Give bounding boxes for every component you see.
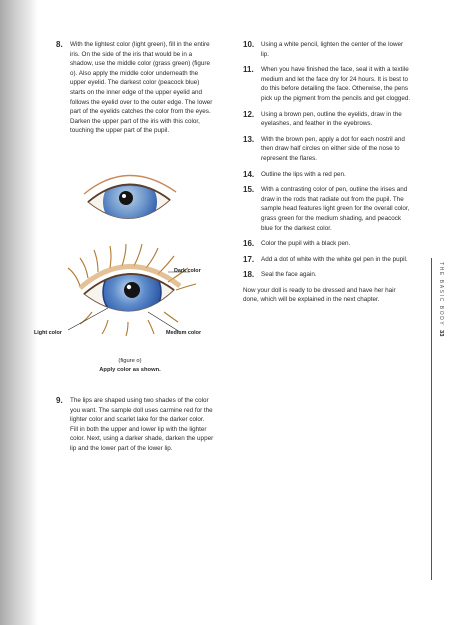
step-number: 15.	[243, 185, 255, 195]
eye-illustrations	[40, 162, 220, 357]
label-dark-color: Dark color	[174, 268, 201, 274]
step-number: 10.	[243, 40, 255, 49]
step-10	[243, 40, 411, 59]
step-number: 12.	[243, 109, 255, 119]
step-text: Color the pupil with a black pen.	[261, 240, 351, 248]
closing-paragraph: Now your doll is ready to be dressed and have her hair done, which will be explained in the next chapter.	[243, 286, 396, 304]
caption-text: Apply color as shown.	[99, 366, 161, 373]
step-number: 14.	[243, 169, 255, 179]
section-title: THE BASIC BODY	[438, 262, 444, 327]
step-text: The lips are shaped using two shades of the color you want. The sample doll uses carmine red for the lighter color and scarlet lake for the darker color. Fill in both the upper and lower lip with the lighter color. Next, using a darker shade, darken the upper lip and the lower part of the lower lip.	[70, 397, 214, 452]
step-number: 13.	[243, 134, 255, 144]
step-text: With the lightest color (light green), fill in the entire iris. On the side of the iris that would be in a shadow, use the middle color (grass green) (figure o). Also apply the middle color underneath the upper eyelid. The darkest color (peacock blue) starts on the inner edge of the upper eyelid and follows the eyelid over to the outer edge. The lower part of the eyelids catches the color from the eyes. Darken the upper part of the iris with this color, touching the upper part of the pupil.	[70, 41, 213, 135]
step-text: Using a white pencil, lighten the center of the lower lip.	[261, 41, 404, 58]
step-text: With a contrasting color of pen, outline the irises and draw in the rods that radiate out from the pupil. The sample head features light green for the overall color, grass green for the medium shading, and peacock blue for the darkest color.	[261, 186, 410, 232]
step-text: Outline the lips with a red pen.	[261, 170, 346, 178]
step-16	[243, 239, 411, 249]
step-text: Add a dot of white with the white gel pen in the pupil.	[261, 255, 408, 263]
page-gutter-shadow	[0, 0, 38, 625]
step-14	[243, 170, 411, 180]
step-text: Using a brown pen, outline the eyelids, draw in the eyelashes, and feather in the eyebrows.	[261, 110, 402, 128]
figure-caption	[40, 357, 220, 374]
step-number: 9.	[56, 396, 63, 405]
step-number: 17.	[243, 254, 255, 264]
step-11	[243, 65, 411, 103]
label-light-color: Light color	[34, 330, 62, 336]
right-column	[243, 40, 411, 305]
step-text: When you have finished the face, seal it with a textile medium and let the face dry for 24 hours. It is best to do this before detailing the face. Otherwise, the pens pick up the pigment from the pencils and get clogged.	[261, 66, 411, 102]
eye-bottom-illustration	[68, 244, 196, 336]
figure-o	[34, 162, 220, 388]
step-number: 8.	[56, 40, 63, 49]
step-number: 18.	[243, 270, 255, 280]
step-text: With the brown pen, apply a dot for each nostril and then draw half circles on either side of the nose to represent the flares.	[261, 135, 405, 162]
step-12	[243, 110, 411, 129]
step-number: 11.	[243, 65, 254, 75]
left-column	[56, 40, 214, 142]
step-number: 16.	[243, 239, 255, 249]
step-18	[243, 270, 411, 280]
page-number: 33	[438, 330, 444, 337]
step-text: Seal the face again.	[261, 271, 317, 279]
step-8	[56, 40, 214, 136]
label-medium-color: Medium color	[166, 330, 202, 336]
caption-ref: (figure o)	[118, 358, 142, 364]
eye-top-illustration	[84, 175, 176, 229]
step-9	[56, 396, 214, 454]
left-column-lower	[56, 396, 214, 460]
step-15	[243, 185, 411, 233]
step-13	[243, 135, 411, 164]
step-17	[243, 255, 411, 265]
